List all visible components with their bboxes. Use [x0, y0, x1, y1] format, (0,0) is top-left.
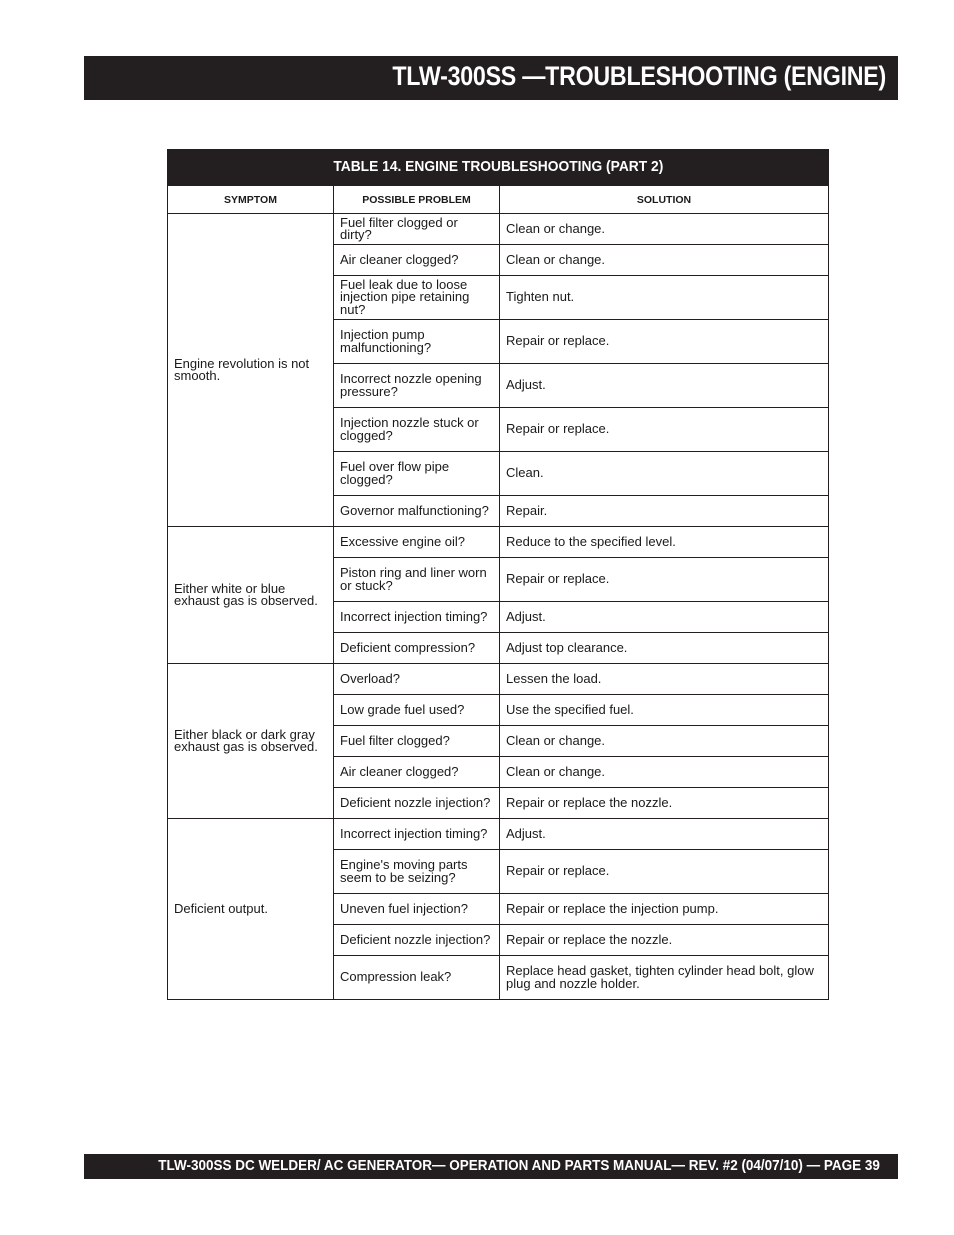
solution-cell: Repair or replace.	[500, 408, 829, 452]
solution-cell: Adjust.	[500, 602, 829, 633]
possible-problem-cell: Fuel filter clogged or dirty?	[334, 214, 500, 245]
table-row	[168, 527, 829, 558]
table-body	[168, 214, 829, 1000]
possible-problem-cell: Incorrect injection timing?	[334, 819, 500, 850]
solution-cell: Adjust top clearance.	[500, 633, 829, 664]
solution-cell: Clean or change.	[500, 757, 829, 788]
solution-cell: Repair or replace.	[500, 320, 829, 364]
solution-cell: Repair or replace the injection pump.	[500, 894, 829, 925]
possible-problem-cell: Deficient nozzle injection?	[334, 788, 500, 819]
solution-cell: Clean or change.	[500, 214, 829, 245]
possible-problem-cell: Governor malfunctioning?	[334, 496, 500, 527]
possible-problem-cell: Compression leak?	[334, 956, 500, 1000]
page-footer-bar	[84, 1154, 898, 1179]
column-header-solution: SOLUTION	[500, 186, 829, 214]
symptom-cell: Either black or dark gray exhaust gas is observed.	[168, 664, 334, 819]
solution-cell: Clean or change.	[500, 726, 829, 757]
solution-cell: Reduce to the specified level.	[500, 527, 829, 558]
possible-problem-cell: Deficient nozzle injection?	[334, 925, 500, 956]
possible-problem-cell: Engine's moving parts seem to be seizing?	[334, 850, 500, 894]
solution-cell: Repair or replace the nozzle.	[500, 788, 829, 819]
symptom-cell: Either white or blue exhaust gas is observed.	[168, 527, 334, 664]
page-title: TLW-300SS —TROUBLESHOOTING (ENGINE)	[392, 61, 886, 91]
symptom-cell: Engine revolution is not smooth.	[168, 214, 334, 527]
solution-cell: Replace head gasket, tighten cylinder head bolt, glow plug and nozzle holder.	[500, 956, 829, 1000]
troubleshooting-table-container	[167, 149, 828, 1000]
solution-cell: Use the specified fuel.	[500, 695, 829, 726]
possible-problem-cell: Injection nozzle stuck or clogged?	[334, 408, 500, 452]
solution-cell: Repair or replace.	[500, 850, 829, 894]
table-caption-text: TABLE 14. ENGINE TROUBLESHOOTING (PART 2)	[333, 158, 663, 176]
table-row	[168, 214, 829, 245]
possible-problem-cell: Excessive engine oil?	[334, 527, 500, 558]
table-row	[168, 664, 829, 695]
solution-cell: Repair or replace.	[500, 558, 829, 602]
possible-problem-cell: Air cleaner clogged?	[334, 757, 500, 788]
possible-problem-cell: Air cleaner clogged?	[334, 245, 500, 276]
possible-problem-cell: Fuel filter clogged?	[334, 726, 500, 757]
solution-cell: Clean or change.	[500, 245, 829, 276]
symptom-cell: Deficient output.	[168, 819, 334, 1000]
possible-problem-cell: Piston ring and liner worn or stuck?	[334, 558, 500, 602]
table-caption	[168, 150, 829, 186]
column-header-symptom: SYMPTOM	[168, 186, 334, 214]
solution-cell: Repair or replace the nozzle.	[500, 925, 829, 956]
solution-cell: Adjust.	[500, 364, 829, 408]
troubleshooting-table	[167, 149, 829, 1000]
solution-cell: Clean.	[500, 452, 829, 496]
solution-cell: Tighten nut.	[500, 276, 829, 320]
page-footer-text: TLW-300SS DC WELDER/ AC GENERATOR— OPERATION AND PARTS MANUAL— REV. #2 (04/07/10) — PAGE 39	[158, 1158, 880, 1174]
possible-problem-cell: Incorrect injection timing?	[334, 602, 500, 633]
possible-problem-cell: Overload?	[334, 664, 500, 695]
possible-problem-cell: Incorrect nozzle opening pressure?	[334, 364, 500, 408]
page-header-bar	[84, 56, 898, 100]
table-row	[168, 819, 829, 850]
possible-problem-cell: Uneven fuel injection?	[334, 894, 500, 925]
solution-cell: Lessen the load.	[500, 664, 829, 695]
solution-cell: Repair.	[500, 496, 829, 527]
solution-cell: Adjust.	[500, 819, 829, 850]
possible-problem-cell: Fuel leak due to loose injection pipe retaining nut?	[334, 276, 500, 320]
column-header-possible-problem: POSSIBLE PROBLEM	[334, 186, 500, 214]
possible-problem-cell: Injection pump malfunctioning?	[334, 320, 500, 364]
possible-problem-cell: Fuel over flow pipe clogged?	[334, 452, 500, 496]
possible-problem-cell: Low grade fuel used?	[334, 695, 500, 726]
possible-problem-cell: Deficient compression?	[334, 633, 500, 664]
